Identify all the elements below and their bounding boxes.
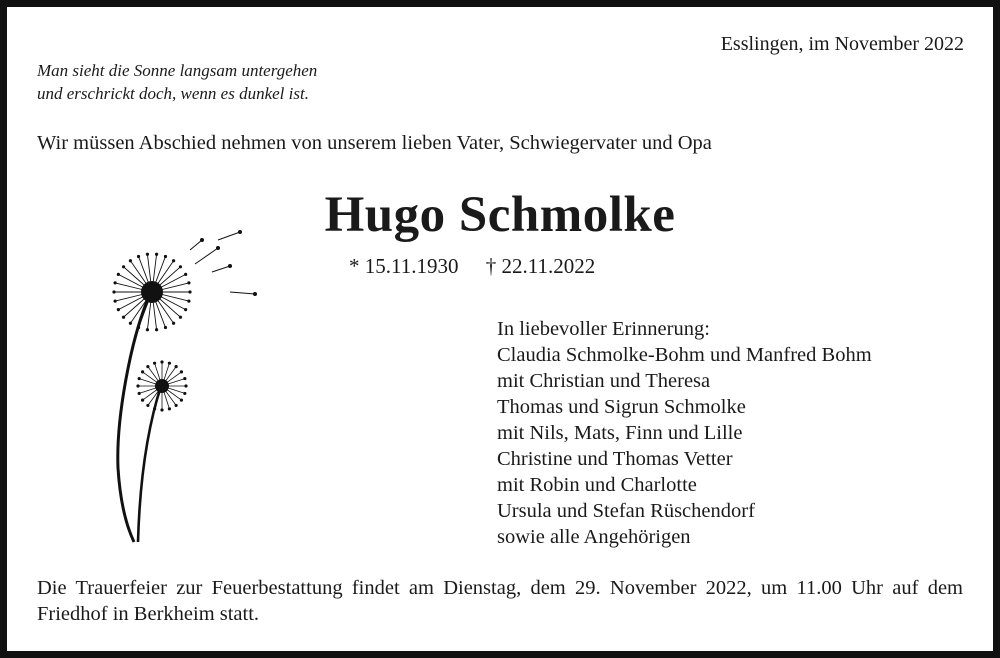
verse bbox=[37, 59, 317, 105]
mourner-line: mit Nils, Mats, Finn und Lille bbox=[497, 422, 743, 444]
intro-text: Wir müssen Abschied nehmen von unserem lieben Vater, Schwiegervater und Opa bbox=[37, 132, 712, 154]
mourner-line: Claudia Schmolke-Bohm und Manfred Bohm bbox=[497, 344, 872, 366]
dandelion-stem-small bbox=[138, 386, 161, 542]
dandelion-stem-large bbox=[118, 294, 150, 542]
mourner-line: sowie alle Angehörigen bbox=[497, 526, 691, 548]
mourners-list bbox=[497, 316, 872, 550]
death-date: † 22.11.2022 bbox=[485, 254, 596, 278]
dandelion-center-large bbox=[141, 281, 163, 303]
funeral-notice: Die Trauerfeier zur Feuerbestattung findet am Dienstag, dem 29. November 2022, um 11.00 Uhr auf dem Friedhof in Berkheim statt. bbox=[37, 577, 963, 625]
mourner-line: mit Robin und Charlotte bbox=[497, 474, 697, 496]
verse-line-1: Man sieht die Sonne langsam untergehen bbox=[37, 61, 318, 80]
mourner-line: Thomas und Sigrun Schmolke bbox=[497, 396, 746, 418]
life-dates bbox=[349, 254, 595, 279]
birth-date: * 15.11.1930 bbox=[349, 254, 459, 278]
place-date: Esslingen, im November 2022 bbox=[720, 33, 964, 55]
verse-line-2: und erschrickt doch, wenn es dunkel ist. bbox=[37, 84, 309, 103]
dandelion-icon bbox=[100, 220, 270, 550]
mourner-line: Christine und Thomas Vetter bbox=[497, 448, 733, 470]
mourner-line: mit Christian und Theresa bbox=[497, 370, 711, 392]
flying-seeds bbox=[190, 230, 257, 296]
mourner-line: In liebevoller Erinnerung: bbox=[497, 318, 710, 340]
mourner-line: Ursula und Stefan Rüschendorf bbox=[497, 500, 755, 522]
dandelion-center-small bbox=[155, 379, 169, 393]
deceased-name: Hugo Schmolke bbox=[324, 187, 676, 243]
